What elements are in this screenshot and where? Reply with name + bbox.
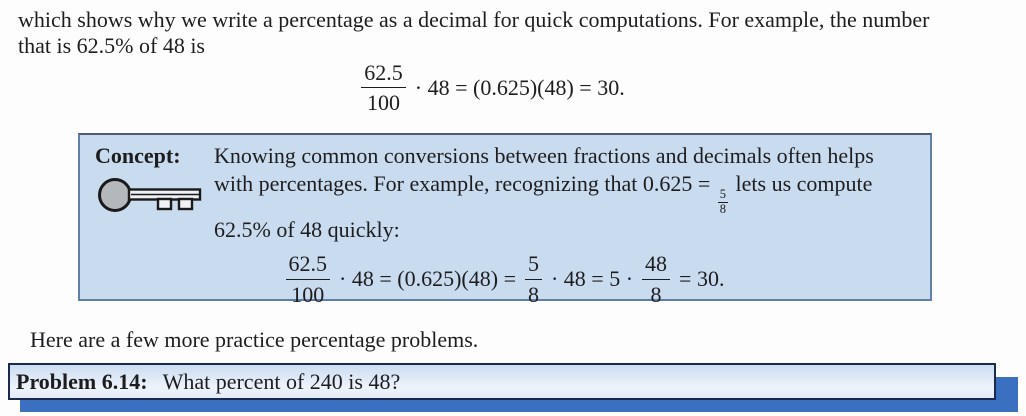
concept-box — [78, 133, 932, 307]
formula-text: · 48 = (0.625)(48) = — [339, 266, 516, 292]
practice-intro-line: Here are a few more practice percentage problems. — [30, 327, 479, 352]
formula-text: · 48 = (0.625)(48) = 30. — [414, 74, 625, 100]
concept-text-line-2: with percentages. For example, recognizing that 0.625 = $\frac{5}{8}$ lets us compute — [214, 171, 873, 217]
intro-line-2: that is 62.5% of 48 is — [18, 33, 205, 58]
key-icon — [95, 173, 214, 223]
concept-text — [214, 142, 916, 244]
fraction: $\frac{62.5}{100}$ — [361, 60, 406, 116]
inline-fraction: $\frac{5}{8}$ — [719, 187, 727, 217]
intro-line-1: which shows why we write a percentage as a decimal for quick computations. For example, the number — [18, 7, 930, 32]
problem-label: Problem 6.14: — [16, 368, 148, 394]
concept-text-line-1: Knowing common conversions between fractions and decimals often helps — [214, 143, 874, 168]
problem-question: What percent of 240 is 48? — [162, 368, 401, 394]
problem-box — [8, 363, 996, 400]
intro-paragraph — [18, 7, 1018, 59]
formula-text: · 48 = 5 · — [550, 266, 634, 292]
formula-text: = 30. — [679, 266, 725, 292]
fraction: $\frac{62.5}{100}$ — [286, 251, 331, 307]
concept-label: Concept: — [95, 143, 181, 168]
display-formula-main — [0, 60, 986, 116]
display-formula-concept — [80, 251, 930, 307]
fraction: $\frac{48}{8}$ — [642, 251, 670, 307]
concept-text-line-3: 62.5% of 48 quickly: — [214, 217, 400, 243]
fraction: $\frac{5}{8}$ — [525, 251, 542, 307]
